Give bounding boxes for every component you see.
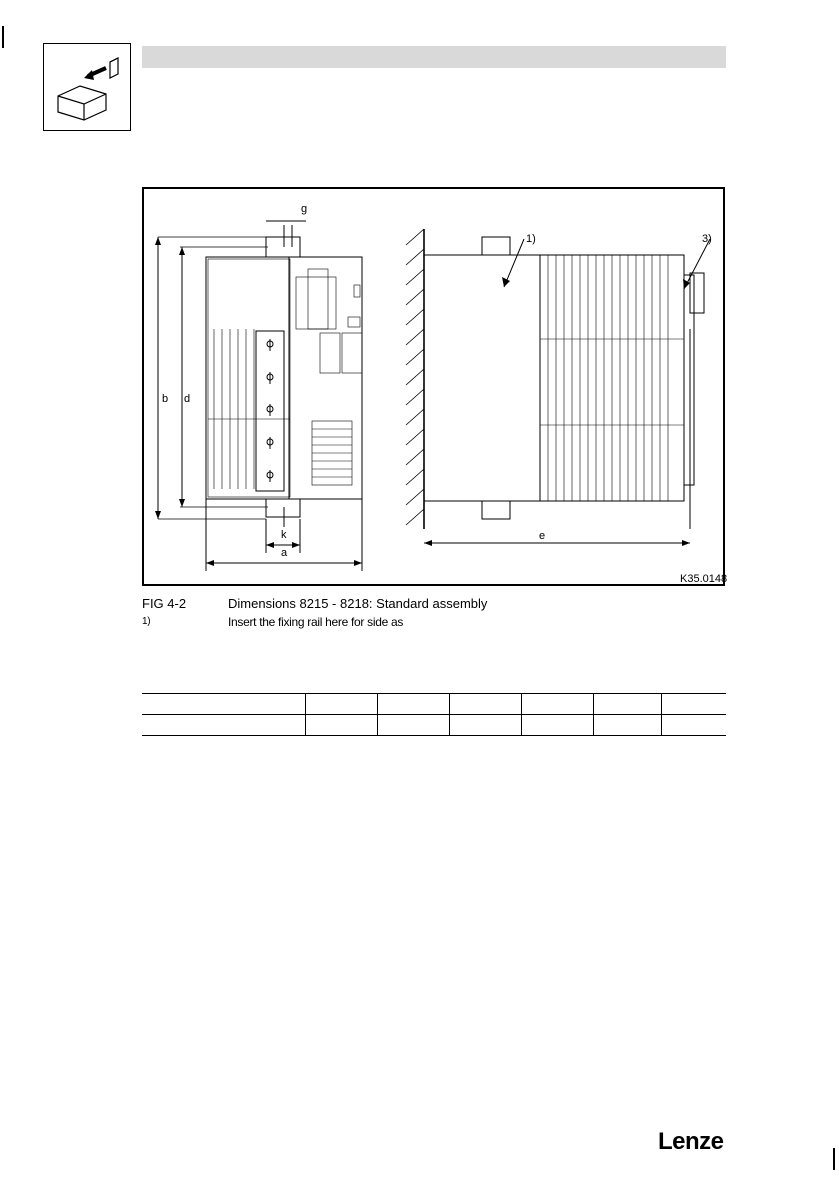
footnote-marker: 1) xyxy=(142,616,151,627)
figure-reference-code: K35.0148 xyxy=(680,573,728,585)
dimension-drawing xyxy=(144,189,723,584)
footnote-text: Insert the fixing rail here for side as xyxy=(228,615,404,629)
lenze-logo: Lenze xyxy=(658,1128,724,1155)
margin-mark xyxy=(2,26,4,48)
table-cell xyxy=(378,715,450,736)
annotation-1: 1) xyxy=(526,233,536,245)
table-cell xyxy=(142,715,306,736)
table-cell xyxy=(594,715,662,736)
dim-label-b: b xyxy=(162,393,169,405)
table-cell xyxy=(594,694,662,715)
table-cell xyxy=(662,694,727,715)
dim-label-e: e xyxy=(539,530,546,542)
table-row xyxy=(142,694,726,715)
installation-box-icon xyxy=(44,44,130,130)
table-cell xyxy=(522,715,594,736)
dim-label-a: a xyxy=(281,547,288,559)
margin-mark xyxy=(833,1148,835,1170)
dimension-figure xyxy=(142,187,728,586)
table-cell xyxy=(450,715,522,736)
table-cell xyxy=(662,715,727,736)
dim-label-k: k xyxy=(281,529,287,541)
figure-caption: Dimensions 8215 - 8218: Standard assembly xyxy=(228,596,488,611)
table-cell xyxy=(450,694,522,715)
table-cell xyxy=(306,694,378,715)
table-cell xyxy=(522,694,594,715)
dimensions-table xyxy=(142,693,726,736)
dim-label-d: d xyxy=(184,393,191,405)
dim-label-g: g xyxy=(301,203,308,215)
table-cell xyxy=(142,694,306,715)
installation-icon-box xyxy=(43,43,131,131)
table-cell xyxy=(306,715,378,736)
annotation-3: 3) xyxy=(702,233,712,245)
section-header-bar xyxy=(142,46,726,68)
table-row xyxy=(142,715,726,736)
table-cell xyxy=(378,694,450,715)
figure-number: FIG 4-2 xyxy=(142,596,187,611)
